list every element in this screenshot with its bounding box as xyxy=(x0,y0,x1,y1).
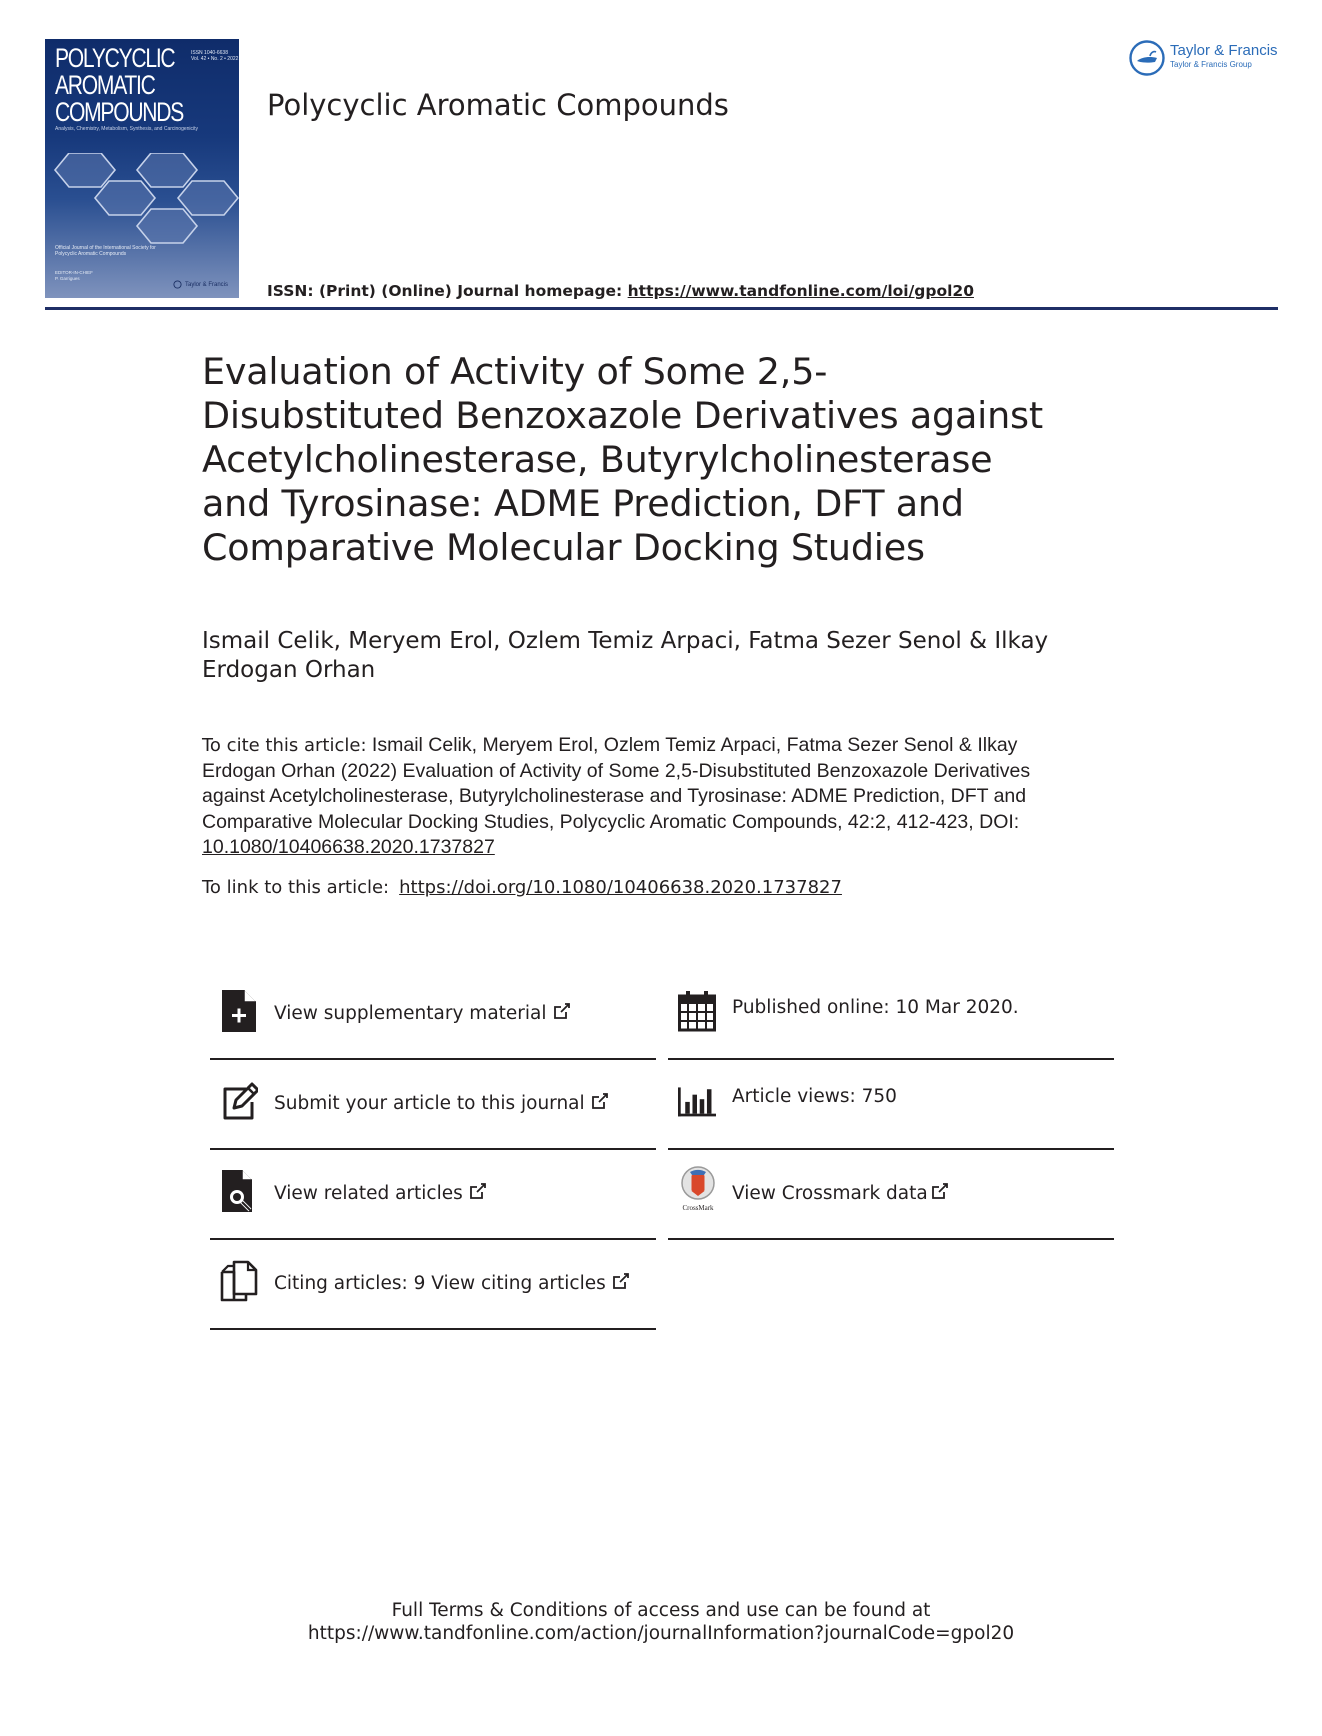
author-list xyxy=(202,627,1102,685)
cover-title: POLYCYCLIC AROMATIC COMPOUNDS xyxy=(55,43,184,127)
publisher-logo-icon xyxy=(173,280,182,289)
citation-line: against Acetylcholinesterase, Butyrylcholinesterase and Tyrosinase: ADME Prediction, DFT and xyxy=(202,785,1027,807)
article-doi-url[interactable]: https://doi.org/10.1080/10406638.2020.1737827 xyxy=(399,877,842,898)
cover-subtitle: Analysis, Chemistry, Metabolism, Synthesis, and Carcinogenicity xyxy=(55,126,199,132)
hexagon-shape xyxy=(55,153,115,187)
tile-label: Article views: 750 xyxy=(732,1086,897,1107)
authors-line: Ismail Celik, Meryem Erol, Ozlem Temiz Arpaci, Fatma Sezer Senol & Ilkay xyxy=(202,628,1049,654)
cover-official-note: Official Journal of the International Society for Polycyclic Aromatic Compounds xyxy=(55,245,156,257)
authors-line: Erdogan Orhan xyxy=(202,657,376,683)
published-online-tile xyxy=(668,970,1114,1060)
title-line: Comparative Molecular Docking Studies xyxy=(202,526,925,569)
issn-homepage-line xyxy=(267,282,974,300)
related-articles-tile[interactable] xyxy=(210,1150,656,1240)
cover-publisher xyxy=(173,280,228,289)
copy-documents-icon xyxy=(220,1260,258,1302)
journal-name[interactable]: Polycyclic Aromatic Compounds xyxy=(267,88,729,122)
hexagon-shape xyxy=(137,209,197,243)
submit-text: Submit your article to this journal xyxy=(274,1093,585,1114)
header-divider xyxy=(45,307,1278,310)
crossmark-text: View Crossmark data xyxy=(732,1183,928,1204)
calendar-icon xyxy=(678,990,716,1032)
taylor-francis-lamp-icon xyxy=(1128,39,1166,77)
publisher-group: Taylor & Francis Group xyxy=(1170,60,1252,69)
cover-volume: Vol. 42 • No. 2 • 2022 xyxy=(191,56,239,62)
title-line: and Tyrosinase: ADME Prediction, DFT and xyxy=(202,482,964,525)
tile-label xyxy=(274,1272,630,1294)
citation-doi-link[interactable]: 10.1080/10406638.2020.1737827 xyxy=(202,836,495,858)
supplementary-material-tile[interactable] xyxy=(210,970,656,1060)
tile-label xyxy=(274,1182,487,1204)
tile-label xyxy=(274,1092,609,1114)
external-link-icon xyxy=(612,1272,630,1290)
title-line: Evaluation of Activity of Some 2,5- xyxy=(202,350,828,393)
submit-article-tile[interactable] xyxy=(210,1060,656,1150)
tile-label xyxy=(732,1182,949,1204)
tile-label xyxy=(274,1002,571,1024)
external-link-icon xyxy=(591,1092,609,1110)
cover-editor-label: EDITOR-IN-CHIEF xyxy=(55,270,93,275)
crossmark-icon xyxy=(678,1166,718,1212)
file-plus-icon xyxy=(220,990,258,1032)
citation-line: Erdogan Orhan (2022) Evaluation of Activity of Some 2,5-Disubstituted Benzoxazole Derivatives xyxy=(202,759,1031,782)
hexagon-shape xyxy=(137,153,197,187)
article-link-label: To link to this article: xyxy=(202,877,390,898)
citing-articles-tile[interactable] xyxy=(210,1240,656,1330)
hexagon-shape xyxy=(178,181,238,215)
external-link-icon xyxy=(931,1182,949,1200)
external-link-icon xyxy=(553,1002,571,1020)
cover-editor xyxy=(55,270,145,281)
tile-label: Published online: 10 Mar 2020. xyxy=(732,997,1019,1018)
cover-editor-name: P. Garrigues xyxy=(55,275,80,281)
hexagon-shape xyxy=(95,181,155,215)
footer-line: Full Terms & Conditions of access and use can be found at xyxy=(391,1600,931,1621)
issn-label: ISSN: (Print) (Online) Journal homepage: xyxy=(267,282,628,300)
edit-icon xyxy=(220,1080,258,1122)
citation-line: Comparative Molecular Docking Studies, Polycyclic Aromatic Compounds, 42:2, 412-423, DOI: xyxy=(202,810,1020,833)
related-text: View related articles xyxy=(274,1183,463,1204)
article-link-line xyxy=(202,877,1102,898)
terms-footer xyxy=(0,1599,1322,1645)
title-line: Disubstituted Benzoxazole Derivatives against xyxy=(202,394,1043,437)
citation-label: To cite this article: xyxy=(202,735,367,756)
publisher-name: Taylor & Francis xyxy=(1170,42,1278,59)
citation-line xyxy=(202,733,1102,759)
crossmark-badge-text: CrossMark xyxy=(682,1204,714,1212)
supplementary-text: View supplementary material xyxy=(274,1003,547,1024)
cover-publisher-name: Taylor & Francis xyxy=(185,281,229,288)
article-title xyxy=(202,350,1082,570)
journal-cover-image xyxy=(45,39,239,298)
citing-text: Citing articles: 9 View citing articles xyxy=(274,1273,606,1294)
bar-chart-icon xyxy=(678,1080,716,1122)
crossmark-tile[interactable] xyxy=(668,1150,1114,1240)
citation-block xyxy=(202,733,1102,861)
cover-issn xyxy=(191,50,238,62)
cover-issn-number: ISSN 1040-6638 xyxy=(191,50,228,56)
journal-homepage-link[interactable]: https://www.tandfonline.com/loi/gpol20 xyxy=(627,282,974,300)
article-views-tile xyxy=(668,1060,1114,1150)
document-search-icon xyxy=(220,1170,258,1212)
title-line: Acetylcholinesterase, Butyrylcholinesterase xyxy=(202,438,993,481)
citation-text: Ismail Celik, Meryem Erol, Ozlem Temiz Arpaci, Fatma Sezer Senol & Ilkay xyxy=(366,734,1018,756)
external-link-icon xyxy=(469,1182,487,1200)
footer-terms-url[interactable]: https://www.tandfonline.com/action/journalInformation?journalCode=gpol20 xyxy=(307,1623,1015,1644)
publisher-logo[interactable] xyxy=(1128,39,1288,79)
